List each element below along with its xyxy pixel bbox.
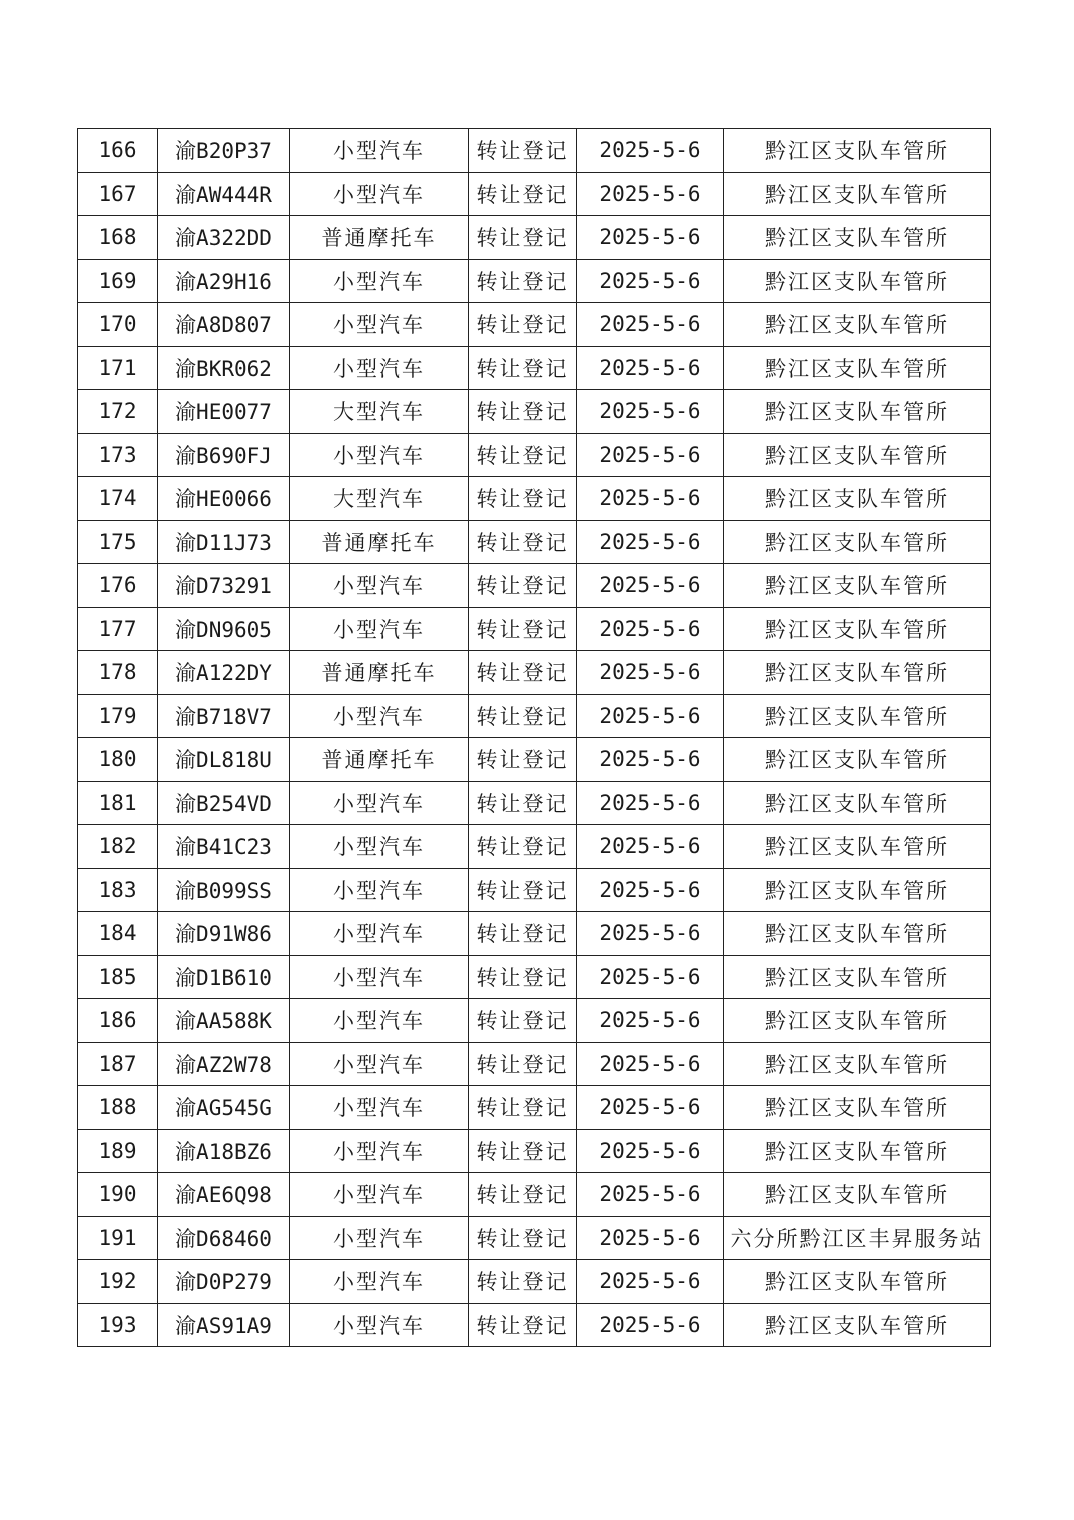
cell-office: 黔江区支队车管所 — [724, 1260, 991, 1304]
cell-vehicle-type: 小型汽车 — [290, 999, 469, 1043]
cell-date: 2025-5-6 — [577, 825, 724, 869]
cell-office: 黔江区支队车管所 — [724, 1129, 991, 1173]
cell-date: 2025-5-6 — [577, 1260, 724, 1304]
cell-plate-number: 渝B20P37 — [158, 129, 290, 173]
cell-office: 黔江区支队车管所 — [724, 172, 991, 216]
table-row — [78, 825, 991, 869]
cell-vehicle-type: 小型汽车 — [290, 607, 469, 651]
cell-business-type: 转让登记 — [469, 1303, 577, 1347]
cell-date: 2025-5-6 — [577, 738, 724, 782]
cell-serial-number: 191 — [78, 1216, 158, 1260]
cell-date: 2025-5-6 — [577, 433, 724, 477]
table-row — [78, 1129, 991, 1173]
cell-office: 黔江区支队车管所 — [724, 346, 991, 390]
cell-business-type: 转让登记 — [469, 1129, 577, 1173]
cell-plate-number: 渝AW444R — [158, 172, 290, 216]
cell-plate-number: 渝B099SS — [158, 868, 290, 912]
cell-vehicle-type: 小型汽车 — [290, 564, 469, 608]
cell-office: 黔江区支队车管所 — [724, 433, 991, 477]
cell-serial-number: 190 — [78, 1173, 158, 1217]
table-row — [78, 651, 991, 695]
cell-date: 2025-5-6 — [577, 477, 724, 521]
cell-business-type: 转让登记 — [469, 346, 577, 390]
table-row — [78, 912, 991, 956]
cell-date: 2025-5-6 — [577, 216, 724, 260]
cell-vehicle-type: 小型汽车 — [290, 825, 469, 869]
cell-plate-number: 渝BKR062 — [158, 346, 290, 390]
cell-vehicle-type: 小型汽车 — [290, 781, 469, 825]
cell-plate-number: 渝AA588K — [158, 999, 290, 1043]
cell-office: 黔江区支队车管所 — [724, 912, 991, 956]
table-row — [78, 172, 991, 216]
cell-plate-number: 渝D91W86 — [158, 912, 290, 956]
cell-vehicle-type: 小型汽车 — [290, 1260, 469, 1304]
cell-business-type: 转让登记 — [469, 781, 577, 825]
cell-office: 黔江区支队车管所 — [724, 129, 991, 173]
cell-plate-number: 渝B718V7 — [158, 694, 290, 738]
cell-vehicle-type: 小型汽车 — [290, 172, 469, 216]
cell-date: 2025-5-6 — [577, 912, 724, 956]
table-row — [78, 346, 991, 390]
cell-business-type: 转让登记 — [469, 172, 577, 216]
cell-vehicle-type: 普通摩托车 — [290, 738, 469, 782]
cell-serial-number: 171 — [78, 346, 158, 390]
cell-office: 黔江区支队车管所 — [724, 868, 991, 912]
table-row — [78, 1086, 991, 1130]
cell-plate-number: 渝AS91A9 — [158, 1303, 290, 1347]
cell-business-type: 转让登记 — [469, 738, 577, 782]
cell-business-type: 转让登记 — [469, 1260, 577, 1304]
cell-business-type: 转让登记 — [469, 216, 577, 260]
cell-business-type: 转让登记 — [469, 999, 577, 1043]
cell-office: 黔江区支队车管所 — [724, 216, 991, 260]
cell-business-type: 转让登记 — [469, 868, 577, 912]
cell-plate-number: 渝DL818U — [158, 738, 290, 782]
table-row — [78, 216, 991, 260]
cell-business-type: 转让登记 — [469, 1042, 577, 1086]
cell-plate-number: 渝D0P279 — [158, 1260, 290, 1304]
cell-vehicle-type: 普通摩托车 — [290, 216, 469, 260]
cell-serial-number: 175 — [78, 520, 158, 564]
cell-plate-number: 渝A122DY — [158, 651, 290, 695]
table-row — [78, 607, 991, 651]
cell-office: 黔江区支队车管所 — [724, 955, 991, 999]
cell-date: 2025-5-6 — [577, 1303, 724, 1347]
cell-date: 2025-5-6 — [577, 955, 724, 999]
cell-vehicle-type: 大型汽车 — [290, 390, 469, 434]
table-row — [78, 1260, 991, 1304]
cell-serial-number: 187 — [78, 1042, 158, 1086]
cell-office: 黔江区支队车管所 — [724, 999, 991, 1043]
cell-business-type: 转让登记 — [469, 694, 577, 738]
cell-office: 黔江区支队车管所 — [724, 390, 991, 434]
cell-business-type: 转让登记 — [469, 651, 577, 695]
table-row — [78, 303, 991, 347]
table-row — [78, 738, 991, 782]
cell-business-type: 转让登记 — [469, 1173, 577, 1217]
cell-vehicle-type: 普通摩托车 — [290, 520, 469, 564]
cell-plate-number: 渝A29H16 — [158, 259, 290, 303]
table-row — [78, 1173, 991, 1217]
cell-serial-number: 169 — [78, 259, 158, 303]
cell-plate-number: 渝B690FJ — [158, 433, 290, 477]
table-row — [78, 433, 991, 477]
cell-office: 黔江区支队车管所 — [724, 825, 991, 869]
cell-plate-number: 渝D68460 — [158, 1216, 290, 1260]
cell-plate-number: 渝B41C23 — [158, 825, 290, 869]
cell-office: 黔江区支队车管所 — [724, 303, 991, 347]
table-body — [78, 129, 991, 1347]
table-row — [78, 520, 991, 564]
cell-date: 2025-5-6 — [577, 999, 724, 1043]
cell-serial-number: 185 — [78, 955, 158, 999]
table-row — [78, 390, 991, 434]
cell-vehicle-type: 小型汽车 — [290, 1216, 469, 1260]
cell-date: 2025-5-6 — [577, 651, 724, 695]
cell-vehicle-type: 小型汽车 — [290, 955, 469, 999]
cell-serial-number: 180 — [78, 738, 158, 782]
cell-date: 2025-5-6 — [577, 1173, 724, 1217]
cell-plate-number: 渝HE0066 — [158, 477, 290, 521]
cell-serial-number: 186 — [78, 999, 158, 1043]
vehicle-registration-table — [77, 128, 991, 1347]
cell-business-type: 转让登记 — [469, 259, 577, 303]
cell-serial-number: 170 — [78, 303, 158, 347]
cell-office: 黔江区支队车管所 — [724, 259, 991, 303]
cell-office: 黔江区支队车管所 — [724, 651, 991, 695]
table-row — [78, 955, 991, 999]
cell-plate-number: 渝D73291 — [158, 564, 290, 608]
cell-date: 2025-5-6 — [577, 781, 724, 825]
cell-office: 黔江区支队车管所 — [724, 607, 991, 651]
table-row — [78, 1216, 991, 1260]
cell-serial-number: 168 — [78, 216, 158, 260]
cell-office: 黔江区支队车管所 — [724, 477, 991, 521]
cell-serial-number: 174 — [78, 477, 158, 521]
cell-plate-number: 渝AG545G — [158, 1086, 290, 1130]
cell-plate-number: 渝D1B610 — [158, 955, 290, 999]
cell-plate-number: 渝AZ2W78 — [158, 1042, 290, 1086]
cell-serial-number: 167 — [78, 172, 158, 216]
cell-vehicle-type: 小型汽车 — [290, 1042, 469, 1086]
cell-date: 2025-5-6 — [577, 303, 724, 347]
cell-vehicle-type: 小型汽车 — [290, 259, 469, 303]
cell-business-type: 转让登记 — [469, 520, 577, 564]
table-row — [78, 129, 991, 173]
cell-serial-number: 181 — [78, 781, 158, 825]
cell-date: 2025-5-6 — [577, 1042, 724, 1086]
table-row — [78, 1303, 991, 1347]
cell-date: 2025-5-6 — [577, 607, 724, 651]
cell-plate-number: 渝A18BZ6 — [158, 1129, 290, 1173]
cell-date: 2025-5-6 — [577, 1216, 724, 1260]
cell-vehicle-type: 小型汽车 — [290, 868, 469, 912]
cell-vehicle-type: 小型汽车 — [290, 433, 469, 477]
cell-business-type: 转让登记 — [469, 912, 577, 956]
cell-vehicle-type: 小型汽车 — [290, 129, 469, 173]
cell-vehicle-type: 小型汽车 — [290, 303, 469, 347]
cell-date: 2025-5-6 — [577, 694, 724, 738]
cell-business-type: 转让登记 — [469, 1216, 577, 1260]
cell-plate-number: 渝A8D807 — [158, 303, 290, 347]
cell-vehicle-type: 大型汽车 — [290, 477, 469, 521]
cell-vehicle-type: 小型汽车 — [290, 912, 469, 956]
cell-serial-number: 173 — [78, 433, 158, 477]
cell-office: 黔江区支队车管所 — [724, 694, 991, 738]
cell-serial-number: 184 — [78, 912, 158, 956]
cell-serial-number: 193 — [78, 1303, 158, 1347]
cell-date: 2025-5-6 — [577, 564, 724, 608]
cell-serial-number: 177 — [78, 607, 158, 651]
cell-date: 2025-5-6 — [577, 1129, 724, 1173]
cell-plate-number: 渝AE6Q98 — [158, 1173, 290, 1217]
table-row — [78, 999, 991, 1043]
cell-office: 六分所黔江区丰昇服务站 — [724, 1216, 991, 1260]
cell-vehicle-type: 小型汽车 — [290, 1086, 469, 1130]
cell-date: 2025-5-6 — [577, 1086, 724, 1130]
cell-business-type: 转让登记 — [469, 390, 577, 434]
cell-serial-number: 182 — [78, 825, 158, 869]
cell-date: 2025-5-6 — [577, 390, 724, 434]
cell-vehicle-type: 小型汽车 — [290, 1129, 469, 1173]
cell-date: 2025-5-6 — [577, 129, 724, 173]
cell-serial-number: 178 — [78, 651, 158, 695]
cell-vehicle-type: 小型汽车 — [290, 694, 469, 738]
cell-date: 2025-5-6 — [577, 259, 724, 303]
table-row — [78, 259, 991, 303]
cell-serial-number: 176 — [78, 564, 158, 608]
cell-date: 2025-5-6 — [577, 172, 724, 216]
cell-serial-number: 192 — [78, 1260, 158, 1304]
cell-serial-number: 188 — [78, 1086, 158, 1130]
cell-office: 黔江区支队车管所 — [724, 520, 991, 564]
cell-office: 黔江区支队车管所 — [724, 1303, 991, 1347]
cell-office: 黔江区支队车管所 — [724, 564, 991, 608]
cell-business-type: 转让登记 — [469, 955, 577, 999]
table-row — [78, 868, 991, 912]
cell-date: 2025-5-6 — [577, 346, 724, 390]
cell-business-type: 转让登记 — [469, 303, 577, 347]
cell-plate-number: 渝D11J73 — [158, 520, 290, 564]
cell-vehicle-type: 普通摩托车 — [290, 651, 469, 695]
table-row — [78, 781, 991, 825]
table-row — [78, 477, 991, 521]
cell-business-type: 转让登记 — [469, 477, 577, 521]
cell-plate-number: 渝HE0077 — [158, 390, 290, 434]
cell-plate-number: 渝B254VD — [158, 781, 290, 825]
cell-vehicle-type: 小型汽车 — [290, 1173, 469, 1217]
cell-business-type: 转让登记 — [469, 564, 577, 608]
cell-serial-number: 189 — [78, 1129, 158, 1173]
cell-business-type: 转让登记 — [469, 129, 577, 173]
cell-serial-number: 183 — [78, 868, 158, 912]
table-row — [78, 1042, 991, 1086]
cell-plate-number: 渝DN9605 — [158, 607, 290, 651]
cell-serial-number: 172 — [78, 390, 158, 434]
cell-date: 2025-5-6 — [577, 520, 724, 564]
cell-plate-number: 渝A322DD — [158, 216, 290, 260]
table-row — [78, 694, 991, 738]
cell-office: 黔江区支队车管所 — [724, 1173, 991, 1217]
cell-office: 黔江区支队车管所 — [724, 738, 991, 782]
cell-business-type: 转让登记 — [469, 1086, 577, 1130]
cell-date: 2025-5-6 — [577, 868, 724, 912]
cell-office: 黔江区支队车管所 — [724, 1042, 991, 1086]
cell-business-type: 转让登记 — [469, 607, 577, 651]
cell-serial-number: 179 — [78, 694, 158, 738]
table-row — [78, 564, 991, 608]
cell-office: 黔江区支队车管所 — [724, 1086, 991, 1130]
cell-vehicle-type: 小型汽车 — [290, 1303, 469, 1347]
cell-business-type: 转让登记 — [469, 433, 577, 477]
cell-office: 黔江区支队车管所 — [724, 781, 991, 825]
cell-vehicle-type: 小型汽车 — [290, 346, 469, 390]
cell-business-type: 转让登记 — [469, 825, 577, 869]
cell-serial-number: 166 — [78, 129, 158, 173]
